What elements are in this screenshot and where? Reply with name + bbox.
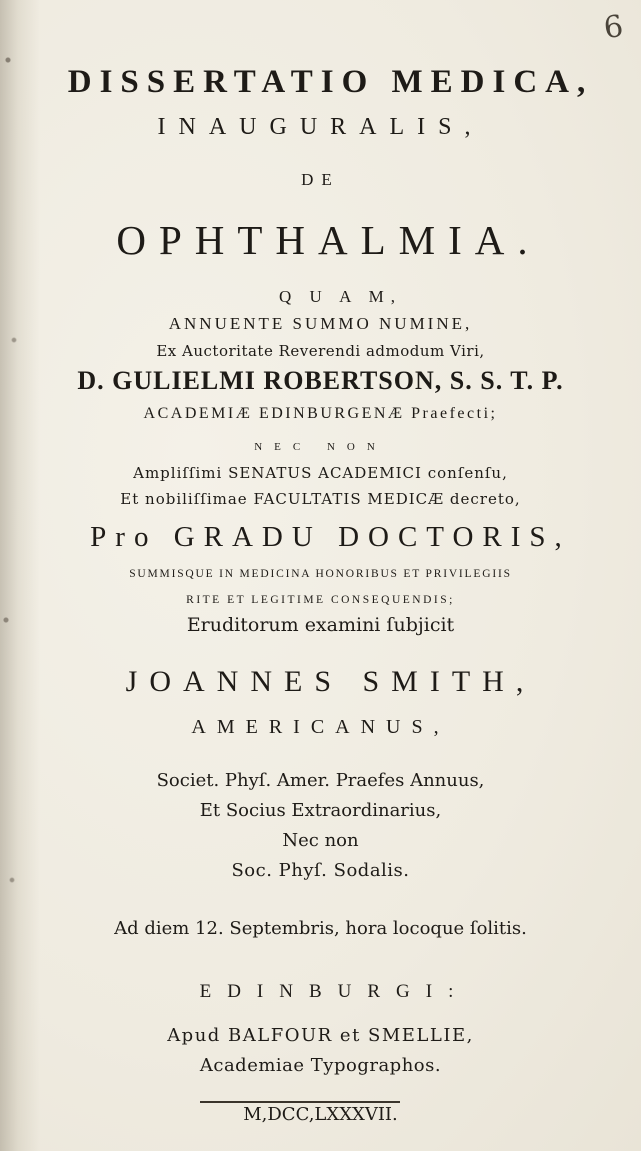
divider-rule [200,1101,400,1103]
year-line: M,DCC,LXXXVII. [243,1104,398,1125]
nec-non-small: NEC NON [254,441,387,453]
annuente-line: ANNUENTE SUMMO NUMINE, [168,314,473,333]
soc-phys-line: Soc. Phyſ. Sodalis. [231,860,410,881]
nec-non-line: Nec non [282,830,359,851]
eruditorum-line: Eruditorum examini ſubjicit [186,614,455,636]
summisque-line: SUMMISQUE IN MEDICINA HONORIBUS ET PRIVILEGIIS [129,568,512,580]
corner-mark: 6 [601,8,626,47]
principal-name: D. GULIELMI ROBERTSON, S. S. T. P. [77,366,564,395]
author-name: JOANNES SMITH, [125,665,536,698]
title-line-inauguralis: INAUGURALIS, [157,114,484,140]
ad-diem-line: Ad diem 12. Septembris, hora locoque ſolitis. [114,918,527,939]
nobilissimae-line: Et nobiliſſimae FACULTATIS MEDICÆ decreto, [120,490,521,508]
subject-ophthalmia: OPHTHALMIA. [116,217,541,263]
societ-line: Societ. Phyſ. Amer. Praefes Annuus, [156,770,485,791]
pro-gradu-line: Pro GRADU DOCTORIS, [90,521,571,553]
rite-line: RITE ET LEGITIME CONSEQUENDIS; [186,594,455,606]
typographos-line: Academiae Typographos. [199,1055,442,1076]
city-line: EDINBURGI: [199,981,470,1002]
academiae-line: ACADEMIÆ EDINBURGENÆ Praefecti; [143,405,498,422]
socius-line: Et Socius Extraordinarius, [199,800,442,821]
title-line-dissertatio: DISSERTATIO MEDICA, [67,64,594,100]
quam-line: Q U A M, [278,287,403,306]
amplissimi-line: Ampliſſimi SENATUS ACADEMICI conſenſu, [133,464,508,482]
author-nationality: AMERICANUS, [191,716,450,738]
printer-line: Apud BALFOUR et SMELLIE, [167,1025,474,1046]
title-de: DE [301,170,340,189]
auctoritate-line: Ex Auctoritate Reverendi admodum Viri, [156,342,485,360]
